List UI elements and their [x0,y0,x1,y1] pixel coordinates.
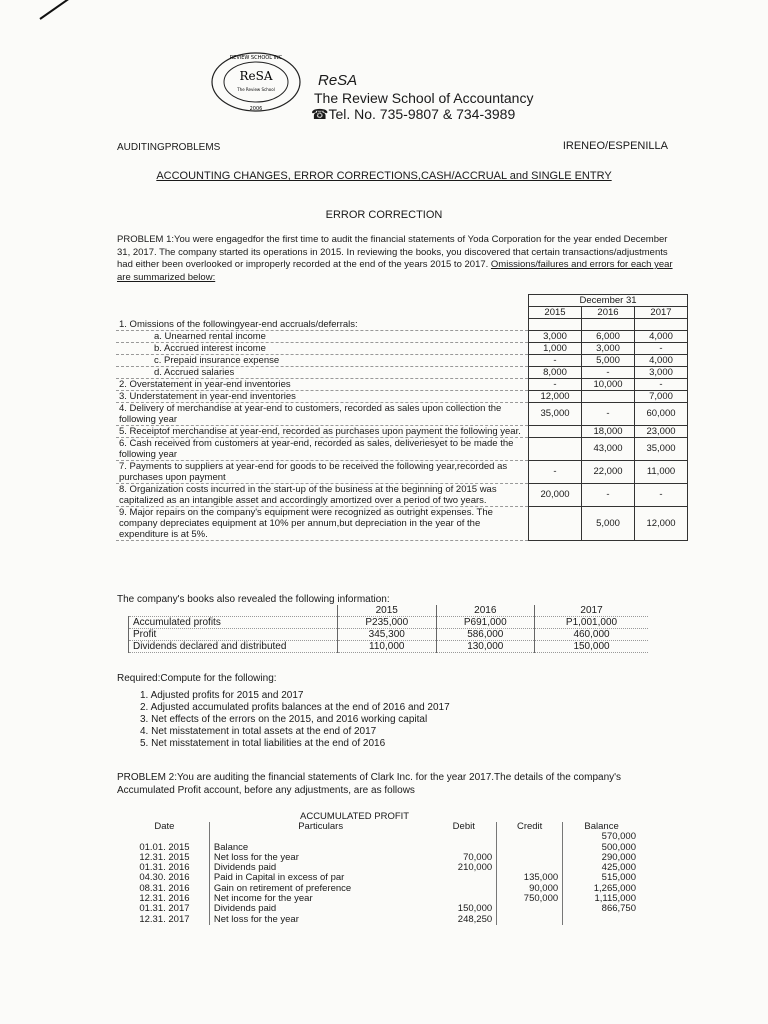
svg-text:ReSA: ReSA [239,69,273,83]
cell-value [582,390,635,402]
table-row [116,402,688,425]
cell-value: 35,000 [635,437,688,460]
table-row [120,873,640,883]
list-item: 1. Adjusted profits for 2015 and 2017 [140,690,304,701]
cell-value [529,425,582,437]
cell-value: Net income for the year [209,894,431,904]
year-col: 2015 [529,307,582,319]
cell-value: P235,000 [338,617,437,629]
cell-value: 515,000 [563,873,640,883]
cell-value [431,873,496,883]
cell-value: 3,000 [582,342,635,354]
cell-value: P1,001,000 [535,617,648,629]
cell-value: - [635,483,688,506]
row-label: b. Accrued interest income [116,342,529,354]
course-label: AUDITINGPROBLEMS [117,142,221,153]
row-label: 9. Major repairs on the company's equipment were recognized as outright expenses. The company depreciates equipment at 10% per annum,but depreciation in the year of the expenditure is at 5%. [116,506,529,540]
cell-value: 135,000 [497,873,563,883]
cell-value: 01.01. 2015 [139,841,190,853]
row-label: a. Unearned rental income [116,330,529,342]
row-label: d. Accrued salaries [116,366,529,378]
col-particulars: Particulars [209,822,431,832]
cell-value: Dividends paid [209,904,431,914]
cell-value: Balance [209,843,431,853]
year-col: 2017 [635,307,688,319]
row-label: 5. Receiptof merchandise at year-end, recorded as purchases upon payment the following year. [116,425,529,437]
cell-value: 290,000 [563,853,640,863]
cell-value: 130,000 [436,641,535,653]
table-row [116,354,688,366]
cell-value: 43,000 [582,437,635,460]
table-row [116,483,688,506]
cell-value: 7,000 [635,390,688,402]
cell-value: - [529,354,582,366]
cell-value: - [582,402,635,425]
cell-value [563,915,640,925]
table-header: December 31 [529,295,688,307]
col-debit: Debit [452,821,475,832]
cell-value [431,884,496,894]
cell-value: 90,000 [497,884,563,894]
required-heading: Required:Compute for the following: [117,673,277,684]
ledger-title: ACCUMULATED PROFIT [300,811,410,822]
svg-text:The Review School: The Review School [237,87,275,92]
col-date: Date [154,821,175,832]
table-row [116,378,688,390]
row-label: c. Prepaid insurance expense [116,354,529,366]
cell-value: 08.31. 2016 [139,882,190,894]
cell-value: 12,000 [529,390,582,402]
cell-value: 460,000 [535,629,648,641]
table-row [120,853,640,863]
cell-value [497,832,563,842]
table-row [120,884,640,894]
table-row [116,425,688,437]
cell-value: 150,000 [535,641,648,653]
cell-value: 12.31. 2017 [139,913,190,925]
cell-value: - [582,366,635,378]
row-label: 4. Delivery of merchandise at year-end to customers, recorded as sales upon collection the following year [116,402,529,425]
table-row [120,894,640,904]
cell-value: 210,000 [457,862,493,874]
row-label: 8. Organization costs incurred in the start-up of the business at the beginning of 2015 was capitalized as an intangible asset and accordingly amortized over a period of two years. [116,483,529,506]
cell-value [497,843,563,853]
table-row [116,342,688,354]
cell-value: 70,000 [463,851,493,863]
list-item: 5. Net misstatement in total liabilities at the end of 2016 [140,738,386,749]
row-label: 3. Understatement in year-end inventories [116,390,529,402]
cell-value: 866,750 [563,904,640,914]
row-label: Dividends declared and distributed [129,641,338,653]
cell-value: - [529,378,582,390]
table-row [116,437,688,460]
cell-value [529,506,582,540]
cell-value: - [582,483,635,506]
list-item: 4. Net misstatement in total assets at the end of 2017 [140,726,377,737]
problem2-intro: PROBLEM 2:You are auditing the financial statements of Clark Inc. for the year 2017.The details of the company's Accumulated Profit account, before any adjustments, are as follows [117,772,622,796]
table-row [129,641,649,653]
table-row [116,460,688,483]
year-col: 2017 [535,605,648,617]
cell-value [582,319,635,331]
cell-value: 1,115,000 [563,894,640,904]
school-name: The Review School of Accountancy [314,90,534,106]
cell-value: 12,000 [635,506,688,540]
cell-value [529,437,582,460]
table-row [129,617,649,629]
cell-value: 04.30. 2016 [139,872,190,884]
ledger-table [120,822,640,925]
year-col: 2016 [436,605,535,617]
cell-value: 5,000 [582,354,635,366]
cell-value: 110,000 [338,641,437,653]
cell-value: 4,000 [635,354,688,366]
cell-value: Gain on retirement of preference [209,884,431,894]
resa-seal-logo [208,50,304,114]
cell-value: 3,000 [529,330,582,342]
table-row [120,843,640,853]
cell-value: 18,000 [582,425,635,437]
row-label: Profit [129,629,338,641]
cell-value: 3,000 [635,366,688,378]
cell-value [497,853,563,863]
table-row [116,366,688,378]
errors-table [116,294,688,541]
section-title: ERROR CORRECTION [325,209,443,221]
cell-value: 10,000 [582,378,635,390]
year-col: 2015 [338,605,437,617]
cell-value: 35,000 [529,402,582,425]
cell-value: 1,265,000 [563,884,640,894]
school-phone: ☎Tel. No. 735-9807 & 734-3989 [311,106,516,122]
cell-value: 150,000 [457,903,493,915]
cell-value: 500,000 [563,843,640,853]
cell-value: 345,300 [338,629,437,641]
cell-value: Net loss for the year [209,915,431,925]
cell-value [431,832,496,842]
school-short-name: ReSA [318,72,358,89]
row-label: 7. Payments to suppliers at year-end for goods to be received the following year,recorded as purchases upon payment [116,460,529,483]
problem1-intro: PROBLEM 1:You were engagedfor the first time to audit the financial statements of Yoda Corporation for the year ended December 31, 2017. The company started its operations in 2015. In reviewing the books, you discovered that certain transactions/adjustments had either been overlooked or improperly recorded at the end of the years 2015 to 2017. Omissions/failures and errors for each year are summarized below: [117,234,673,283]
svg-text:REVIEW SCHOOL INC: REVIEW SCHOOL INC [229,55,283,61]
cell-value: Paid in Capital in excess of par [209,873,431,883]
list-item: 3. Net effects of the errors on the 2015, and 2016 working capital [140,714,428,725]
cell-value: 23,000 [635,425,688,437]
pen-stroke [39,0,73,20]
cell-value: 60,000 [635,402,688,425]
table-row [120,832,640,842]
phone-icon: ☎ [311,106,329,122]
cell-value: - [635,342,688,354]
cell-value: 8,000 [529,366,582,378]
cell-value: - [635,378,688,390]
cell-value: 750,000 [497,894,563,904]
cell-value: P691,000 [436,617,535,629]
cell-value: 248,250 [457,913,493,925]
table-row [116,319,688,331]
table-row [116,390,688,402]
table-row [116,330,688,342]
author-label: IRENEO/ESPENILLA [562,140,668,152]
cell-value: 11,000 [635,460,688,483]
books-table [128,605,648,653]
row-label: 6. Cash received from customers at year-end, recorded as sales, deliveriesyet to be made the following year [116,437,529,460]
cell-value: 4,000 [635,330,688,342]
cell-value: 20,000 [529,483,582,506]
table-row [116,506,688,540]
cell-value [529,319,582,331]
row-label: 1. Omissions of the followingyear-end accruals/deferrals: [116,319,529,331]
cell-value: 01.31. 2016 [139,862,190,874]
cell-value: 12.31. 2016 [139,893,190,905]
cell-value: 5,000 [582,506,635,540]
table-row [129,629,649,641]
cell-value: 586,000 [436,629,535,641]
page-title: ACCOUNTING CHANGES, ERROR CORRECTIONS,CASH/ACCRUAL and SINGLE ENTRY [156,170,612,182]
cell-value: 22,000 [582,460,635,483]
cell-value: 01.31. 2017 [139,903,190,915]
cell-value [497,915,563,925]
cell-value: 570,000 [563,832,640,842]
list-item: 2. Adjusted accumulated profits balances at the end of 2016 and 2017 [140,702,450,713]
col-credit: Credit [497,822,563,832]
table-row [120,904,640,914]
cell-value: 1,000 [529,342,582,354]
cell-value: 6,000 [582,330,635,342]
row-label: 2. Overstatement in year-end inventories [116,378,529,390]
col-balance: Balance [563,822,640,832]
required-list [140,690,450,750]
cell-value: Dividends paid [209,863,431,873]
svg-text:2006: 2006 [249,106,263,112]
cell-value: 425,000 [563,863,640,873]
cell-value [497,904,563,914]
cell-value [635,319,688,331]
row-label: Accumulated profits [129,617,338,629]
year-col: 2016 [582,307,635,319]
table-row [120,863,640,873]
table-row [120,915,640,925]
cell-value: 12.31. 2015 [139,851,190,863]
cell-value: - [529,460,582,483]
cell-value: Net loss for the year [209,853,431,863]
books-intro: The company's books also revealed the following information: [117,594,390,605]
